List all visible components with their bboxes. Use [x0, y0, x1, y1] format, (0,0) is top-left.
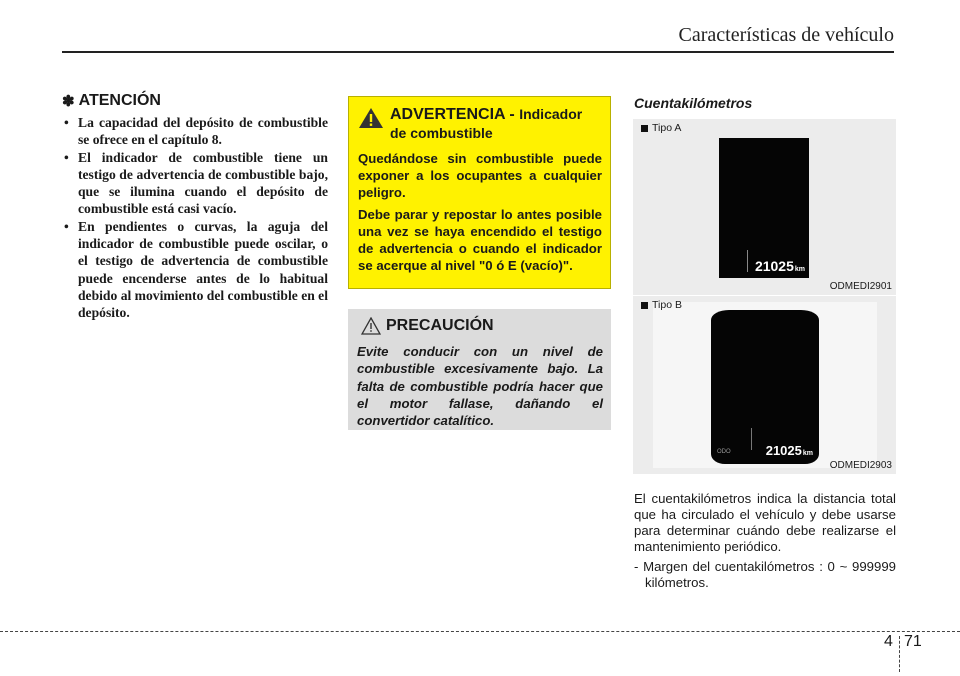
warning-title-sub: Indicador de combustible	[390, 106, 583, 141]
type-b-display	[711, 310, 819, 464]
warning-title	[390, 105, 602, 143]
type-b-label: Tipo B	[641, 299, 682, 311]
odometer-title: Cuentakilómetros	[634, 95, 753, 111]
atencion-section	[62, 92, 328, 322]
warning-heading	[358, 105, 602, 143]
warning-box	[348, 96, 611, 289]
cross-star-icon: ✽	[62, 93, 75, 110]
caution-title: PRECAUCIÓN	[386, 317, 494, 334]
warning-paragraph: Debe parar y repostar lo antes posible una vez se haya encendido el testigo de advertencia o cuando el indicador se acerque al nivel "0 ó E (vacío)".	[358, 206, 602, 274]
square-bullet-icon	[641, 125, 648, 132]
warning-paragraph: Quedándose sin combustible puede exponer a los ocupantes a cualquier peligro.	[358, 151, 602, 201]
odometer-type-b-figure	[633, 296, 896, 474]
type-b-odo-label: ODO	[717, 449, 731, 455]
square-bullet-icon	[641, 302, 648, 309]
header-divider	[62, 51, 894, 53]
warning-body	[358, 150, 602, 274]
odometer-description	[634, 491, 896, 591]
page-number: 71	[904, 633, 922, 650]
odometer-type-a-figure	[633, 119, 896, 295]
caution-box	[348, 309, 611, 430]
atencion-bullet: • En pendientes o curvas, la aguja del indicador de combustible puede oscilar, o el testigo de advertencia de combustible puede encenderse antes de lo habitual debido al movimiento del combustible en el depósito.	[62, 218, 328, 322]
type-b-display-frame	[653, 302, 877, 468]
atencion-bullet-list	[62, 114, 328, 322]
page-header-title: Características de vehículo	[678, 24, 894, 46]
atencion-heading	[62, 92, 328, 110]
atencion-bullet: • La capacidad del depósito de combustible se ofrece en el capítulo 8.	[62, 114, 328, 149]
type-a-reading: 21025km	[754, 258, 805, 274]
footer-divider	[0, 631, 960, 632]
type-a-display	[719, 138, 809, 278]
odometer-description-text: El cuentakilómetros indica la distancia total que ha circulado el vehículo y debe usarse para determinar cuándo debe realizarse el mantenimiento periódico.	[634, 491, 896, 554]
caution-heading	[357, 317, 603, 335]
warning-title-main: ADVERTENCIA -	[390, 106, 520, 123]
display-marker	[751, 428, 752, 450]
caution-body: Evite conducir con un nivel de combustible excesivamente bajo. La falta de combustible podría hacer que el motor fallase, dañando el convertidor catalítico.	[357, 344, 603, 429]
odometer-range: - Margen del cuentakilómetros : 0 ~ 999999 kilómetros.	[634, 559, 896, 590]
warning-triangle-icon	[358, 107, 384, 129]
page-number-separator	[899, 636, 900, 672]
type-b-image-code: ODMEDI2903	[829, 460, 892, 471]
type-a-label: Tipo A	[641, 122, 681, 134]
atencion-bullet: • El indicador de combustible tiene un testigo de advertencia de combustible bajo, que se ilumina cuando el depósito de combustible está casi vacío.	[62, 149, 328, 218]
type-a-image-code: ODMEDI2901	[829, 281, 892, 292]
caution-triangle-icon	[361, 317, 381, 335]
atencion-title: ATENCIÓN	[78, 92, 161, 109]
display-marker	[747, 250, 748, 272]
section-number: 4	[884, 633, 893, 650]
type-b-reading: 21025km	[765, 443, 813, 458]
